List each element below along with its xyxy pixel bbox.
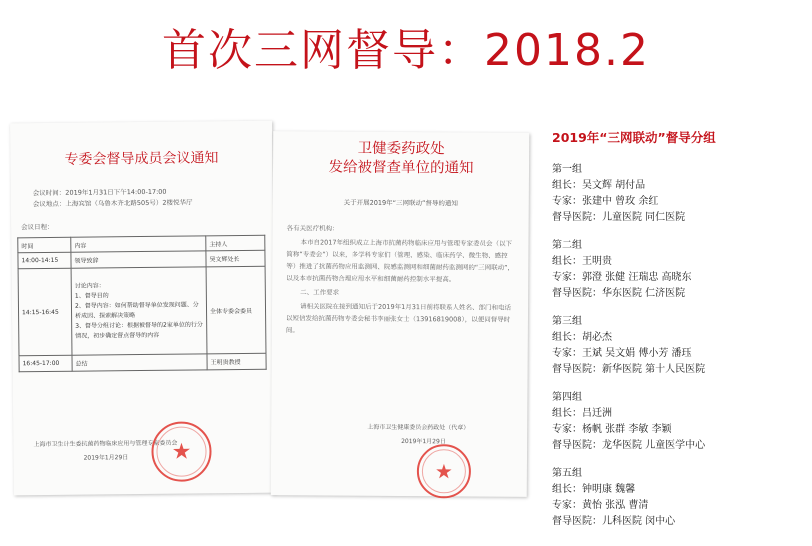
table-header: 主持人 bbox=[206, 235, 265, 251]
notice-issuer: 上海市卫生健康委员会药政处（代章） bbox=[367, 423, 470, 432]
notice-salutation: 各有关医疗机构： bbox=[286, 224, 339, 233]
main-title: 首次三网督导：2018.2 bbox=[162, 25, 650, 76]
group-hospitals: 督导医院：儿科医院 闵中心 bbox=[552, 516, 676, 527]
supervision-notice-title-line1: 卫健委药政处 bbox=[357, 140, 445, 158]
notice-subtitle: 关于开展2019年“三网联动”督导的通知 bbox=[343, 198, 458, 208]
agenda-table bbox=[17, 235, 266, 373]
table-cell: 总结 bbox=[72, 354, 207, 371]
table-cell: 14:00-14:15 bbox=[18, 252, 71, 269]
group-hospitals: 督导医院：新华医院 第十人民医院 bbox=[552, 364, 706, 375]
table-cell: 讨论内容： 1、督导目的 2、督导内容：如何帮助督导单位发现问题、分析成因、探索解决策略 3、督导分组讨论：根据被督导的2家单位的行分情况，初步确定督点督导的内容 bbox=[71, 267, 207, 355]
notice-date: 2019年1月29日 bbox=[401, 438, 446, 446]
supervision-notice-title-line2: 发给被督查单位的通知 bbox=[328, 159, 474, 177]
group-2 bbox=[552, 238, 808, 302]
group-experts: 专家：黄怡 张泓 曹清 bbox=[552, 500, 649, 511]
groups-heading: 2019年“三网联动”督导分组 bbox=[552, 130, 716, 145]
group-leader: 组长：王明贵 bbox=[552, 256, 612, 267]
supervision-groups-document bbox=[540, 120, 808, 530]
notice-section-title: 二、工作要求 bbox=[300, 288, 340, 297]
group-name: 第二组 bbox=[552, 240, 582, 251]
group-1 bbox=[552, 162, 808, 226]
table-row bbox=[18, 266, 266, 356]
agenda-label: 会议日程： bbox=[21, 222, 54, 232]
official-seal bbox=[417, 444, 471, 498]
table-cell: 14:15-16:45 bbox=[18, 268, 72, 356]
table-cell: 16:45-17:00 bbox=[19, 355, 72, 372]
group-name: 第五组 bbox=[552, 468, 582, 479]
table-row bbox=[19, 353, 266, 372]
group-leader: 组长：吕迁洲 bbox=[552, 408, 612, 419]
meeting-notice-document bbox=[10, 121, 276, 496]
table-cell: 王明贵教授 bbox=[207, 353, 266, 370]
group-name: 第一组 bbox=[552, 164, 582, 175]
meeting-place: 会议地点：上海宾馆（乌鲁木齐北路505号）2楼悦华厅 bbox=[32, 198, 193, 209]
group-experts: 专家：王斌 吴文娟 傅小芳 潘珏 bbox=[552, 348, 692, 359]
meeting-time: 会议时间：2019年1月31日下午14:00-17:00 bbox=[32, 187, 167, 198]
group-leader: 组长：胡必杰 bbox=[552, 332, 612, 343]
group-experts: 专家：郭澄 张健 汪瑞忠 高晓东 bbox=[552, 272, 692, 283]
meeting-issuer: 上海市卫生计生委抗菌药物临床应用与管理专家委员会 bbox=[33, 439, 178, 449]
group-hospitals: 督导医院：儿童医院 同仁医院 bbox=[552, 212, 686, 223]
meeting-notice-title: 专委会督导成员会议通知 bbox=[64, 150, 219, 168]
group-name: 第四组 bbox=[552, 392, 582, 403]
group-hospitals: 督导医院：龙华医院 儿童医学中心 bbox=[552, 440, 706, 451]
table-cell: 全体专委会委员 bbox=[206, 266, 266, 354]
notice-paragraph: 本市自2017年组织成立上海市抗菌药物临床应用与管理专家委员会（以下简称“专委会”）以来，多学科专家们（管理、感染、临床药学、微生物、感控等）推进了抗菌药物应用监测网、院感监测网和细菌耐药监测网的“三网联动”，以及本市抗菌药物合理应用水平和细菌耐药控制水平提高。 bbox=[286, 238, 515, 284]
group-experts: 专家：张建中 曾玫 余红 bbox=[552, 196, 659, 207]
seal-star-icon: ★ bbox=[434, 459, 453, 484]
notice-paragraph-2: 请相关医院在接到通知后于2019年1月31日前将联系人姓名、部门和电话以短信发给抗菌药物专委会秘书李丽张女士（13916819008），以便同督导时间。 bbox=[285, 302, 512, 335]
group-hospitals: 督导医院：华东医院 仁济医院 bbox=[552, 288, 686, 299]
group-name: 第三组 bbox=[552, 316, 582, 327]
seal-star-icon: ★ bbox=[171, 439, 192, 465]
group-leader: 组长：钟明康 魏馨 bbox=[552, 484, 636, 495]
meeting-date: 2019年1月29日 bbox=[83, 454, 129, 462]
table-cell: 吴文辉处长 bbox=[206, 250, 265, 267]
table-header: 内容 bbox=[71, 236, 206, 252]
group-3 bbox=[552, 314, 808, 378]
group-leader: 组长：吴文辉 胡付品 bbox=[552, 180, 646, 191]
table-header: 时间 bbox=[18, 237, 71, 253]
supervision-notice-document bbox=[271, 131, 530, 497]
group-5 bbox=[552, 466, 808, 530]
group-experts: 专家：杨帆 张群 李敏 李颖 bbox=[552, 424, 672, 435]
table-cell: 领导致辞 bbox=[71, 251, 206, 268]
group-4 bbox=[552, 390, 808, 454]
official-seal bbox=[151, 421, 212, 482]
